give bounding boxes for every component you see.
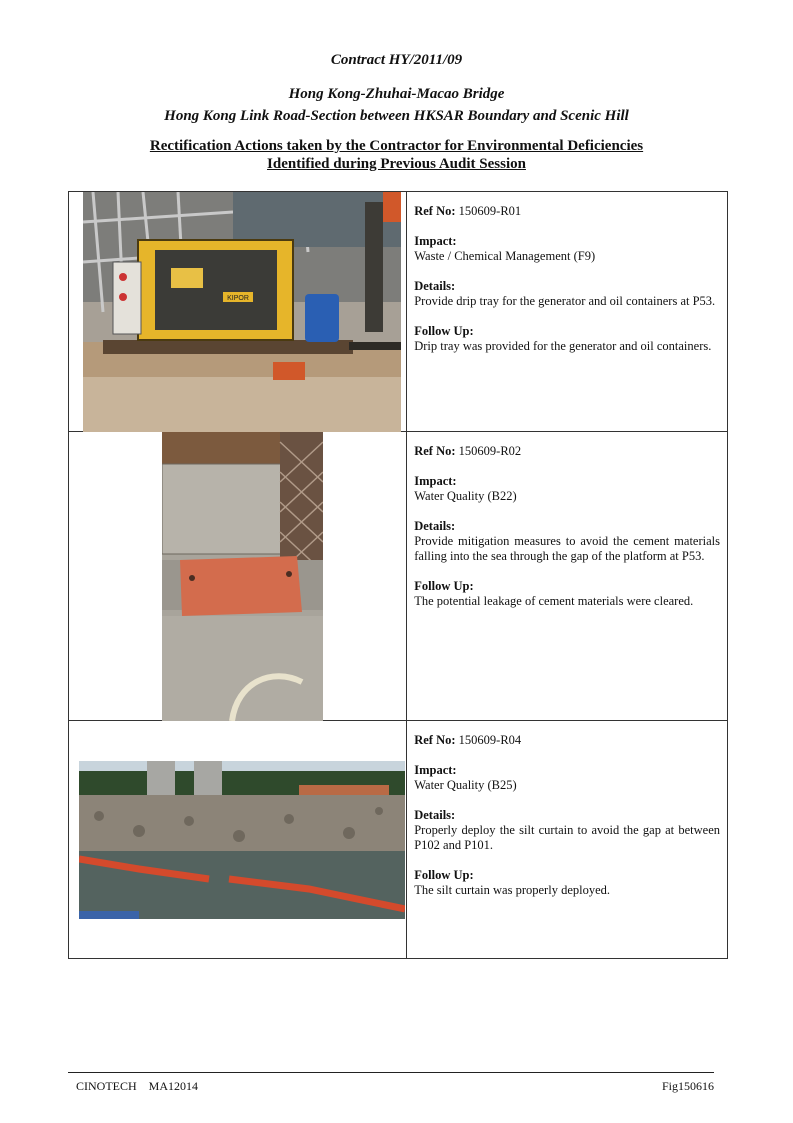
kipor-logo: KIPOR: [227, 295, 249, 302]
details-label: Details:: [414, 519, 456, 533]
followup-label: Follow Up:: [414, 868, 474, 882]
details-cell: [407, 192, 728, 432]
generator-photo: [83, 192, 401, 432]
rectification-table: [68, 191, 728, 959]
page-title-line2: Identified during Previous Audit Session: [267, 156, 526, 172]
project-name: Hong Kong-Zhuhai-Macao Bridge: [288, 86, 505, 102]
photo-cell: [69, 721, 407, 959]
photo-cell: [69, 192, 407, 432]
followup-value: The potential leakage of cement materials were cleared.: [414, 594, 694, 608]
section-name: Hong Kong Link Road-Section between HKSAR Boundary and Scenic Hill: [164, 108, 629, 124]
footer-right: Fig150616: [661, 1079, 714, 1093]
details-value: Properly deploy the silt curtain to avoid the gap at between P102 and P101.: [414, 823, 720, 852]
ref-label: Ref No:: [414, 444, 456, 458]
details-value: Provide mitigation measures to avoid the cement materials falling into the sea through the gap of the platform at P53.: [414, 534, 720, 563]
followup-label: Follow Up:: [414, 324, 474, 338]
impact-label: Impact:: [414, 763, 457, 777]
details-label: Details:: [414, 808, 456, 822]
ref-number: 150609-R02: [458, 444, 522, 458]
ref-label: Ref No:: [414, 733, 456, 747]
ref-number: 150609-R01: [458, 204, 522, 218]
photo-cell: [69, 432, 407, 721]
details-cell: [407, 721, 728, 959]
impact-value: Water Quality (B22): [414, 489, 517, 503]
details-value: Provide drip tray for the generator and oil containers at P53.: [414, 294, 716, 308]
followup-value: Drip tray was provided for the generator and oil containers.: [414, 339, 712, 353]
ref-label: Ref No:: [414, 204, 456, 218]
impact-value: Water Quality (B25): [414, 778, 517, 792]
footer-divider: [68, 1072, 714, 1073]
contract-number: Contract HY/2011/09: [330, 52, 463, 68]
page-title-line1: Rectification Actions taken by the Contractor for Environmental Deficiencies: [149, 138, 644, 154]
details-cell: [407, 432, 728, 721]
impact-label: Impact:: [414, 474, 457, 488]
impact-label: Impact:: [414, 234, 457, 248]
details-label: Details:: [414, 279, 456, 293]
footer-left: CINOTECH MA12014: [76, 1079, 198, 1093]
silt-curtain-photo: [79, 761, 405, 919]
table-row: [69, 432, 728, 721]
followup-value: The silt curtain was properly deployed.: [414, 883, 611, 897]
followup-label: Follow Up:: [414, 579, 474, 593]
table-row: [69, 192, 728, 432]
table-row: [69, 721, 728, 959]
impact-value: Waste / Chemical Management (F9): [414, 249, 596, 263]
ref-number: 150609-R04: [458, 733, 522, 747]
platform-gap-photo: [162, 432, 323, 721]
